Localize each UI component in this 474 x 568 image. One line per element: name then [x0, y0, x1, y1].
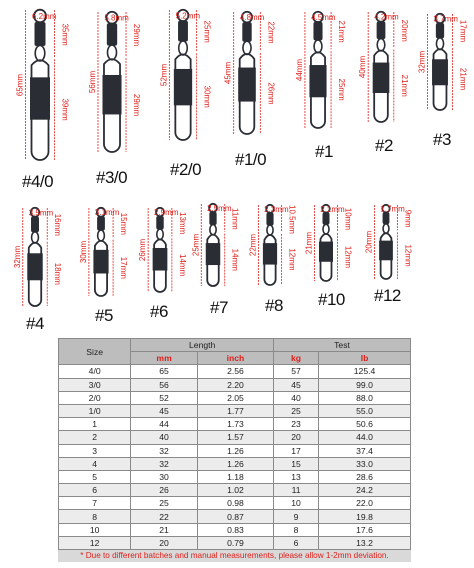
cell-lb: 88.0	[319, 391, 411, 404]
cell-lb: 125.4	[319, 365, 411, 378]
cell-size: 2	[59, 431, 131, 444]
table-row	[59, 484, 411, 497]
table-row	[59, 404, 411, 417]
size-label: #4/0	[22, 172, 54, 191]
swivel-2	[88, 12, 141, 152]
cell-lb: 28.6	[319, 470, 411, 483]
unit-lb: lb	[319, 352, 411, 365]
spec-table-body	[59, 365, 411, 550]
cell-size: 3/0	[59, 378, 131, 391]
top-dimension-label: 4.5mm	[311, 12, 336, 22]
cell-kg: 6	[274, 536, 319, 549]
table-row	[59, 444, 411, 457]
total-length-label: 56mm	[87, 70, 97, 94]
cell-lb: 50.6	[319, 418, 411, 431]
cell-mm: 65	[131, 365, 198, 378]
cell-kg: 17	[274, 444, 319, 457]
cell-lb: 55.0	[319, 404, 411, 417]
cell-inch: 2.56	[197, 365, 273, 378]
cell-size: 3	[59, 444, 131, 457]
top-dimension-label: 4.2mm	[374, 12, 399, 22]
total-length-label: 52mm	[159, 63, 169, 87]
top-dimension-label: 1.7mm	[380, 204, 405, 214]
upper-length-label: 15mm	[119, 212, 129, 235]
cell-kg: 9	[274, 510, 319, 523]
cell-kg: 25	[274, 404, 319, 417]
upper-length-label: 29mm	[132, 23, 142, 47]
size-label: #5	[95, 306, 113, 325]
cell-size: 4	[59, 457, 131, 470]
upper-length-label: 11mm	[230, 207, 240, 230]
lower-length-label: 30mm	[202, 85, 212, 108]
cell-mm: 52	[131, 391, 198, 404]
cell-lb: 17.6	[319, 523, 411, 536]
size-label: #1/0	[235, 150, 267, 169]
cell-kg: 20	[274, 431, 319, 444]
size-label: #2/0	[170, 160, 202, 179]
top-dimension-label: 4.8mm	[239, 13, 265, 23]
top-dimension-label: 3.5mm	[28, 208, 54, 218]
top-dimension-label: 5.2mm	[175, 11, 201, 21]
swivel-4	[224, 12, 276, 134]
upper-length-label: 35mm	[60, 23, 70, 46]
top-dimension-label: 6.2mm	[32, 12, 57, 21]
cell-inch: 0.83	[197, 523, 273, 536]
lower-length-label: 21mm	[399, 74, 409, 97]
table-row	[59, 418, 411, 431]
cell-inch: 1.26	[197, 444, 273, 457]
cell-size: 6	[59, 484, 131, 497]
cell-kg: 15	[274, 457, 319, 470]
cell-kg: 40	[274, 391, 319, 404]
table-row	[59, 431, 411, 444]
cell-lb: 33.0	[319, 457, 411, 470]
total-length-label: 32mm	[417, 50, 427, 74]
cell-inch: 1.73	[197, 418, 273, 431]
cell-inch: 2.05	[197, 391, 273, 404]
cell-kg: 11	[274, 484, 319, 497]
table-row	[59, 470, 411, 483]
spec-table	[58, 338, 411, 550]
table-row	[59, 497, 411, 510]
size-header: Size	[59, 339, 131, 365]
swivel-9	[79, 208, 128, 296]
total-length-label: 32mm	[12, 245, 22, 269]
lower-length-label: 12mm	[343, 245, 353, 269]
test-header: Test	[274, 339, 411, 352]
upper-length-label: 22mm	[266, 21, 276, 44]
total-length-label: 22mm	[248, 233, 258, 257]
cell-mm: 30	[131, 470, 198, 483]
length-header: Length	[131, 339, 274, 352]
cell-lb: 13.2	[319, 536, 411, 549]
cell-mm: 44	[131, 418, 198, 431]
cell-size: 10	[59, 523, 131, 536]
cell-inch: 1.77	[197, 404, 273, 417]
lower-length-label: 12mm	[287, 248, 297, 271]
table-row	[59, 457, 411, 470]
swivel-12	[248, 205, 296, 285]
total-length-label: 40mm	[358, 55, 368, 79]
size-label: #3/0	[96, 168, 128, 187]
top-dimension-label: 2.9mm	[153, 208, 179, 218]
lower-length-label: 26mm	[266, 82, 276, 105]
cell-mm: 21	[131, 523, 198, 536]
swivel-3	[159, 10, 211, 140]
top-dimension-label: 2.3mm	[264, 204, 289, 214]
size-label: #8	[265, 296, 283, 315]
table-row	[59, 391, 411, 404]
total-length-label: 44mm	[294, 58, 304, 82]
cell-inch: 0.87	[197, 510, 273, 523]
deviation-note: * Due to different batches and manual measurements, please allow 1-2mm deviation.	[58, 550, 411, 562]
cell-mm: 22	[131, 510, 198, 523]
swivel-8	[13, 208, 62, 306]
table-row	[59, 523, 411, 536]
cell-kg: 13	[274, 470, 319, 483]
upper-length-label: 16mm	[53, 213, 63, 236]
cell-mm: 40	[131, 431, 198, 444]
size-label: #7	[210, 298, 228, 317]
size-label: #1	[315, 142, 333, 161]
swivel-13	[305, 205, 353, 281]
total-length-label: 20mm	[364, 230, 374, 254]
lower-length-label: 29mm	[132, 93, 142, 117]
cell-mm: 25	[131, 497, 198, 510]
unit-inch: inch	[197, 352, 273, 365]
upper-length-label: 21mm	[337, 20, 347, 43]
cell-inch: 1.26	[197, 457, 273, 470]
swivel-14	[365, 205, 413, 279]
table-row	[59, 536, 411, 549]
cell-inch: 2.20	[197, 378, 273, 391]
cell-mm: 20	[131, 536, 198, 549]
lower-length-label: 25mm	[337, 78, 347, 101]
swivel-11	[191, 204, 239, 286]
top-dimension-label: 3.7mm	[433, 14, 458, 24]
cell-mm: 45	[131, 404, 198, 417]
size-label: #10	[318, 290, 345, 309]
cell-size: 4/0	[59, 365, 131, 378]
size-label: #4	[26, 314, 44, 333]
cell-inch: 1.02	[197, 484, 273, 497]
unit-kg: kg	[274, 352, 319, 365]
lower-length-label: 12mm	[403, 244, 413, 267]
size-label: #2	[375, 136, 393, 155]
cell-mm: 56	[131, 378, 198, 391]
lower-length-label: 18mm	[53, 262, 63, 285]
total-length-label: 30mm	[78, 240, 88, 264]
upper-length-label: 25mm	[202, 20, 212, 43]
upper-length-label: 10.5mm	[287, 205, 297, 234]
cell-lb: 37.4	[319, 444, 411, 457]
cell-inch: 1.57	[197, 431, 273, 444]
cell-mm: 26	[131, 484, 198, 497]
lower-length-label: 14mm	[177, 254, 187, 277]
top-dimension-label: 2.1mm	[320, 204, 345, 214]
cell-size: 8	[59, 510, 131, 523]
swivel-10	[138, 208, 187, 292]
upper-length-label: 10mm	[343, 207, 353, 231]
upper-length-label: 17mm	[458, 19, 468, 43]
cell-kg: 57	[274, 365, 319, 378]
lower-length-label: 14mm	[230, 248, 240, 271]
table-row	[59, 365, 411, 378]
cell-size: 1	[59, 418, 131, 431]
upper-length-label: 13mm	[177, 212, 187, 235]
swivel-1	[16, 10, 70, 160]
cell-kg: 8	[274, 523, 319, 536]
swivel-5	[295, 12, 346, 128]
top-dimension-label: 3.1mm	[94, 208, 120, 218]
cell-inch: 0.79	[197, 536, 273, 549]
swivel-7	[418, 14, 468, 110]
table-row	[59, 378, 411, 391]
cell-lb: 24.2	[319, 484, 411, 497]
top-dimension-label: 2.5mm	[207, 203, 232, 213]
total-length-label: 25mm	[191, 233, 201, 257]
size-label: #3	[433, 130, 451, 149]
cell-lb: 44.0	[319, 431, 411, 444]
lower-length-label: 21mm	[458, 67, 468, 91]
size-label: #12	[374, 286, 401, 305]
cell-lb: 22.0	[319, 497, 411, 510]
cell-lb: 99.0	[319, 378, 411, 391]
cell-size: 2/0	[59, 391, 131, 404]
cell-kg: 10	[274, 497, 319, 510]
total-length-label: 21mm	[304, 231, 314, 255]
total-length-label: 26mm	[138, 238, 148, 262]
cell-inch: 0.98	[197, 497, 273, 510]
cell-kg: 45	[274, 378, 319, 391]
cell-size: 12	[59, 536, 131, 549]
cell-size: 7	[59, 497, 131, 510]
top-dimension-label: 5.8mm	[104, 13, 129, 23]
lower-length-label: 39mm	[60, 98, 70, 121]
table-row	[59, 510, 411, 523]
cell-size: 5	[59, 470, 131, 483]
cell-inch: 1.18	[197, 470, 273, 483]
unit-mm: mm	[131, 352, 198, 365]
total-length-label: 45mm	[223, 61, 233, 85]
cell-lb: 19.8	[319, 510, 411, 523]
swivel-6	[358, 12, 409, 122]
upper-length-label: 20mm	[399, 19, 409, 42]
cell-mm: 32	[131, 444, 198, 457]
cell-size: 1/0	[59, 404, 131, 417]
size-label: #6	[150, 302, 168, 321]
cell-kg: 23	[274, 418, 319, 431]
cell-mm: 32	[131, 457, 198, 470]
lower-length-label: 17mm	[119, 256, 129, 279]
total-length-label: 65mm	[15, 73, 25, 97]
upper-length-label: 9mm	[403, 209, 413, 228]
